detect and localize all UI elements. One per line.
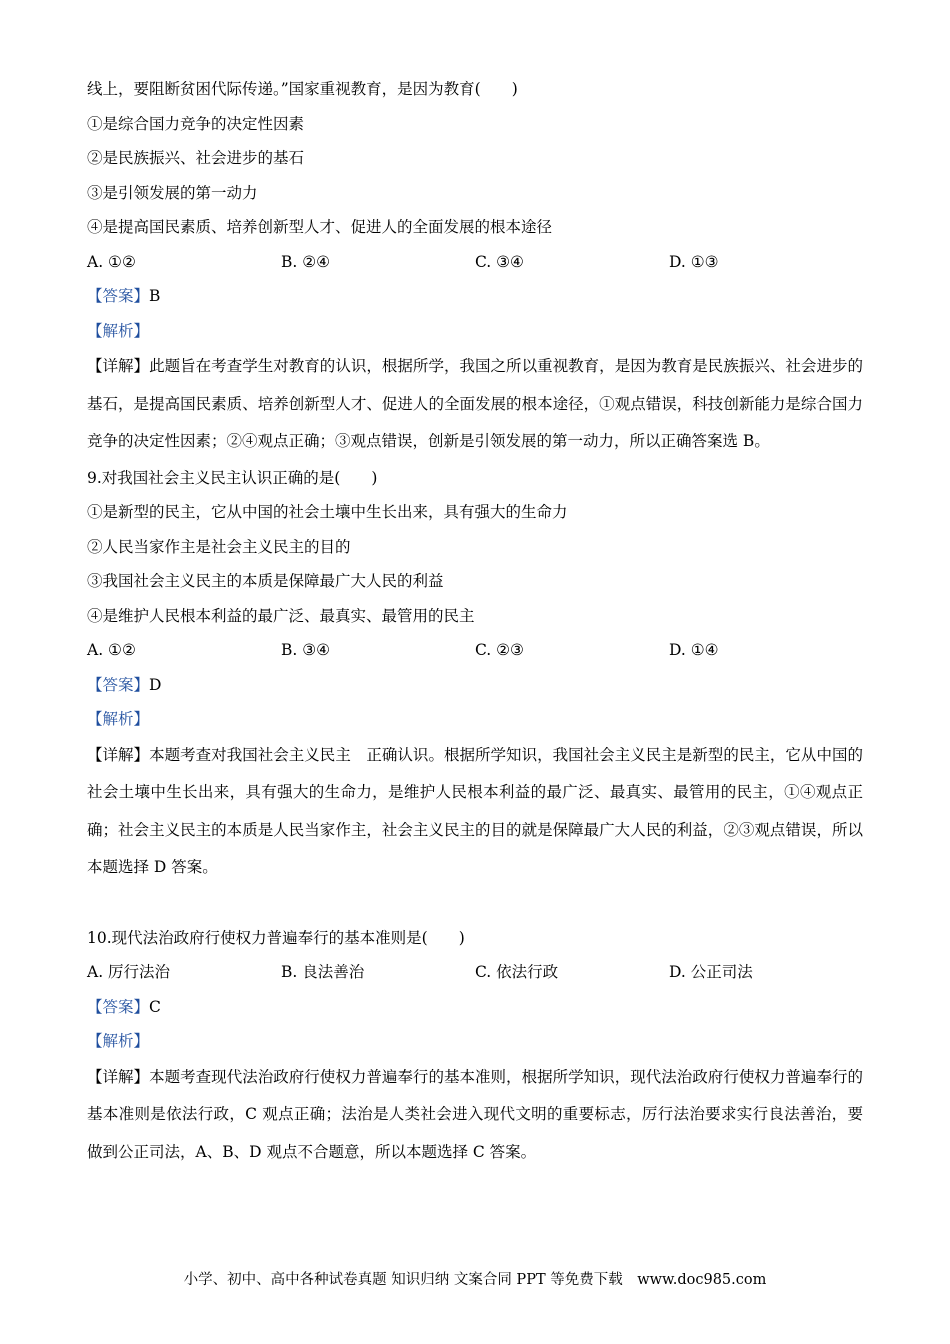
detail-tag: 【详解】 <box>87 357 150 375</box>
q10-stem: 10.现代法治政府行使权力普遍奉行的基本准则是( ) <box>87 928 465 947</box>
q9-option-b: B. ③④ <box>281 641 331 659</box>
q8-option-a: A. ①② <box>87 252 136 271</box>
analysis-tag: 【解析】 <box>87 321 150 340</box>
q10-answer <box>87 990 863 1025</box>
q10-options <box>87 955 863 990</box>
detail-text: 本题考查现代法治政府行使权力普遍奉行的基本准则，根据所学知识，现代法治政府行使权力普遍奉行的基本准则是依法行政，C 观点正确；法治是人类社会进入现代文明的重要标志，厉行法治要求实行良法善治，要做到公正司法，A、B、D 观点不合题意，所以本题选择 C 答案。 <box>87 1067 863 1161</box>
q10-detail <box>87 1059 863 1172</box>
detail-text: 此题旨在考查学生对教育的认识，根据所学，我国之所以重视教育，是因为教育是民族振兴、社会进步的基石，是提高国民素质、培养创新型人才、促进人的全面发展的根本途径，①观点错误，科技创新能力是综合国力竞争的决定性因素；②④观点正确；③观点错误，创新是引领发展的第一动力，所以正确答案选 B。 <box>87 357 863 450</box>
q8-item-1: ①是综合国力竞争的决定性因素 <box>87 114 305 133</box>
q8-detail <box>87 348 863 461</box>
analysis-tag: 【解析】 <box>87 1032 150 1050</box>
q9-detail <box>87 737 863 887</box>
page-footer: 小学、初中、高中各种试卷真题 知识归纳 文案合同 PPT 等免费下载 www.doc985.com <box>183 1272 767 1288</box>
q8-option-b: B. ②④ <box>281 252 331 271</box>
q8-item-2: ②是民族振兴、社会进步的基石 <box>87 149 305 167</box>
q9-item-4: ④是维护人民根本利益的最广泛、最真实、最管用的民主 <box>87 606 475 625</box>
q8-item-3: ③是引领发展的第一动力 <box>87 183 258 202</box>
q9-option-c: C. ②③ <box>475 641 524 659</box>
spacer <box>87 887 863 921</box>
detail-tag: 【详解】 <box>87 1067 150 1086</box>
analysis-tag: 【解析】 <box>87 710 150 728</box>
q8-answer <box>87 279 863 314</box>
q9-analysis-heading <box>87 702 863 737</box>
q10-analysis-heading <box>87 1024 863 1059</box>
q9-item-2: ②人民当家作主是社会主义民主的目的 <box>87 537 351 556</box>
q10-option-d: D. 公正司法 <box>669 963 753 981</box>
detail-text: 本题考查对我国社会主义民主 正确认识。根据所学知识，我国社会主义民主是新型的民主，它从中国的社会土壤中生长出来，具有强大的生命力，是维护人民根本利益的最广泛、最真实、最管用的民主，①④观点正确；社会主义民主的本质是人民当家作主，社会主义民主的目的就是保障最广大人民的利益，②③观点错误，所以本题选择 D 答案。 <box>87 745 863 876</box>
detail-tag: 【详解】 <box>87 745 150 764</box>
answer-value: B <box>149 287 161 305</box>
q9-options <box>87 633 863 668</box>
q10-option-c: C. 依法行政 <box>475 963 559 981</box>
q8-options <box>87 245 863 280</box>
answer-value: C <box>149 997 161 1016</box>
q9-item-3: ③我国社会主义民主的本质是保障最广大人民的利益 <box>87 572 444 590</box>
q9-option-a: A. ①② <box>87 641 136 659</box>
q9-stem: 9.对我国社会主义民主认识正确的是( ) <box>87 468 378 487</box>
answer-value: D <box>149 675 162 694</box>
answer-tag: 【答案】 <box>87 997 150 1016</box>
q8-item-4: ④是提高国民素质、培养创新型人才、促进人的全面发展的根本途径 <box>87 218 553 236</box>
answer-tag: 【答案】 <box>87 675 150 694</box>
document-page <box>87 72 863 1171</box>
q10-option-b: B. 良法善治 <box>281 963 365 981</box>
q8-stem-tail: 线上，要阻断贫困代际传递。”国家重视教育，是因为教育( ) <box>87 80 518 98</box>
q9-item-1: ①是新型的民主，它从中国的社会土壤中生长出来，具有强大的生命力 <box>87 503 568 521</box>
answer-tag: 【答案】 <box>87 287 150 305</box>
q8-option-d: D. ①③ <box>669 252 719 271</box>
q9-answer <box>87 668 863 703</box>
q10-option-a: A. 厉行法治 <box>87 963 171 981</box>
q8-analysis-heading <box>87 314 863 349</box>
q8-option-c: C. ③④ <box>475 252 524 271</box>
q9-option-d: D. ①④ <box>669 641 719 659</box>
